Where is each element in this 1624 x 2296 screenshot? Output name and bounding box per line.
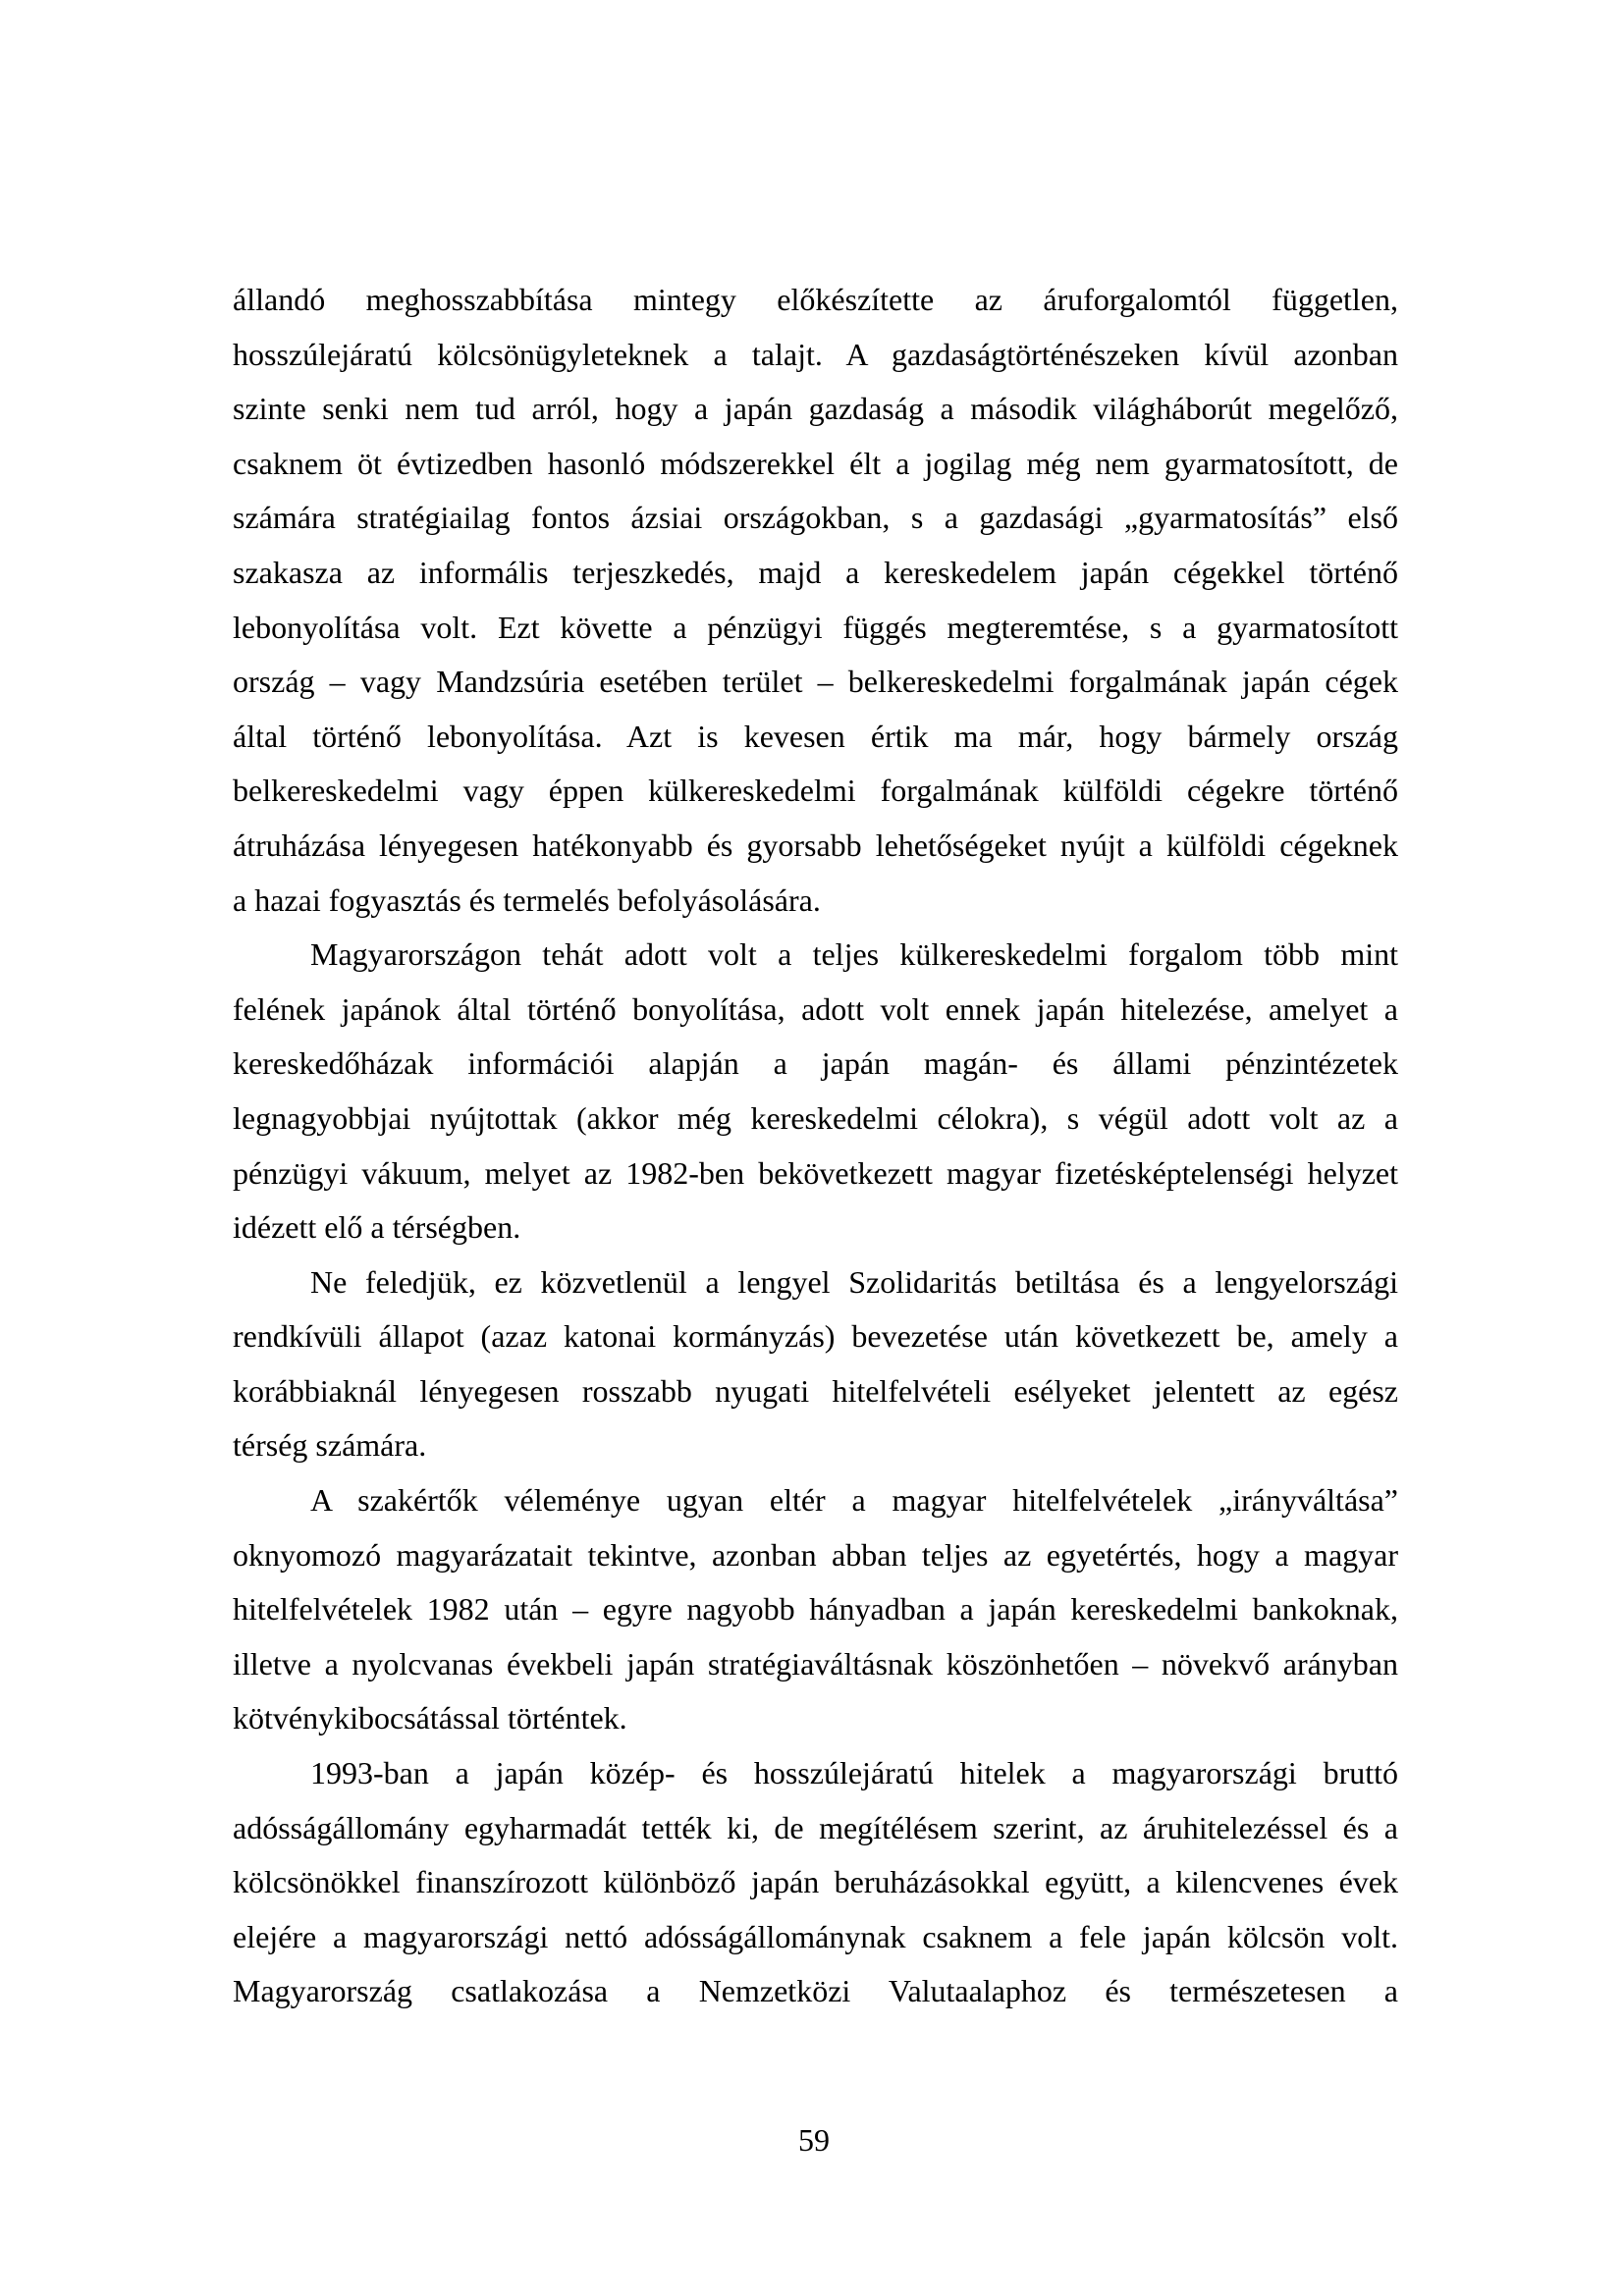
body-text [233, 273, 1398, 2019]
text-line: hitelfelvételek 1982 után – egyre nagyobb hányadban a japán kereskedelmi bankoknak, [233, 1591, 1398, 1628]
text-line: 1993-ban a japán közép- és hosszúlejáratú hitelek a magyarországi bruttó [310, 1755, 1398, 1791]
text-line: rendkívüli állapot (azaz katonai kormányzás) bevezetése után következett be, amely a [233, 1318, 1398, 1355]
text-line: hosszúlejáratú kölcsönügyleteknek a talajt. A gazdaságtörténészeken kívül azonban [233, 336, 1398, 372]
text-line: szakasza az informális terjeszkedés, majd a kereskedelem japán cégekkel történő [233, 554, 1398, 590]
text-line: adósságállomány egyharmadát tették ki, de megítélésem szerint, az áruhitelezéssel és a [233, 1809, 1398, 1845]
text-line: Magyarország csatlakozása a Nemzetközi Valutaalaphoz és természetesen a [233, 1973, 1398, 2009]
text-line: Ne feledjük, ez közvetlenül a lengyel Szolidaritás betiltása és a lengyelországi [310, 1263, 1398, 1300]
text-line: számára stratégiailag fontos ázsiai országokban, s a gazdasági „gyarmatosítás” első [233, 500, 1398, 536]
text-line: kölcsönökkel finanszírozott különböző japán beruházásokkal együtt, a kilencvenes évek [233, 1864, 1398, 1900]
text-line: kötvénykibocsátással történtek. [233, 1700, 627, 1736]
text-line: belkereskedelmi vagy éppen külkereskedelmi forgalmának külföldi cégekre történő [233, 773, 1398, 809]
text-line: felének japánok által történő bonyolítása, adott volt ennek japán hitelezése, amelyet a [233, 990, 1398, 1027]
text-line: kereskedőházak információi alapján a japán magán- és állami pénzintézetek [233, 1045, 1398, 1082]
text-line: állandó meghosszabbítása mintegy előkészítette az áruforgalomtól független, [233, 282, 1398, 317]
page-number: 59 [798, 2122, 830, 2158]
paragraph [233, 1255, 1398, 1473]
text-line: a hazai fogyasztás és termelés befolyásolására. [233, 881, 821, 918]
text-line: átruházása lényegesen hatékonyabb és gyorsabb lehetőségeket nyújt a külföldi cégeknek [233, 827, 1398, 863]
text-line: legnagyobbjai nyújtottak (akkor még kereskedelmi célokra), s végül adott volt az a [233, 1099, 1398, 1136]
text-line: elejére a magyarországi nettó adósságállománynak csaknem a fele japán kölcsön volt. [233, 1918, 1398, 1954]
text-line: lebonyolítása volt. Ezt követte a pénzügyi függés megteremtése, s a gyarmatosított [233, 609, 1398, 645]
text-line: oknyomozó magyarázatait tekintve, azonban abban teljes az egyetértés, hogy a magyar [233, 1536, 1398, 1573]
text-line: Magyarországon tehát adott volt a teljes külkereskedelmi forgalom több mint [310, 936, 1398, 973]
text-line: ország – vagy Mandzsúria esetében terület – belkereskedelmi forgalmának japán cégek [233, 664, 1398, 700]
text-line: idézett elő a térségben. [233, 1209, 521, 1246]
text-line: szinte senki nem tud arról, hogy a japán gazdaság a második világháborút megelőző, [233, 391, 1398, 427]
text-line: térség számára. [233, 1427, 427, 1464]
paragraph [233, 273, 1398, 928]
text-line: A szakértők véleménye ugyan eltér a magyar hitelfelvételek „irányváltása” [310, 1482, 1398, 1519]
paragraph [233, 1473, 1398, 1746]
text-line: által történő lebonyolítása. Azt is kevesen értik ma már, hogy bármely ország [233, 718, 1398, 754]
paragraph [233, 928, 1398, 1255]
text-line: illetve a nyolcvanas évekbeli japán stratégiaváltásnak köszönhetően – növekvő arányban [233, 1645, 1398, 1682]
text-line: korábbiaknál lényegesen rosszabb nyugati hitelfelvételi esélyeket jelentett az egész [233, 1372, 1398, 1409]
paragraph [233, 1746, 1398, 2019]
text-line: csaknem öt évtizedben hasonló módszerekkel élt a jogilag még nem gyarmatosított, de [233, 445, 1398, 481]
text-line: pénzügyi vákuum, melyet az 1982-ben bekövetkezett magyar fizetésképtelenségi helyzet [233, 1154, 1398, 1191]
